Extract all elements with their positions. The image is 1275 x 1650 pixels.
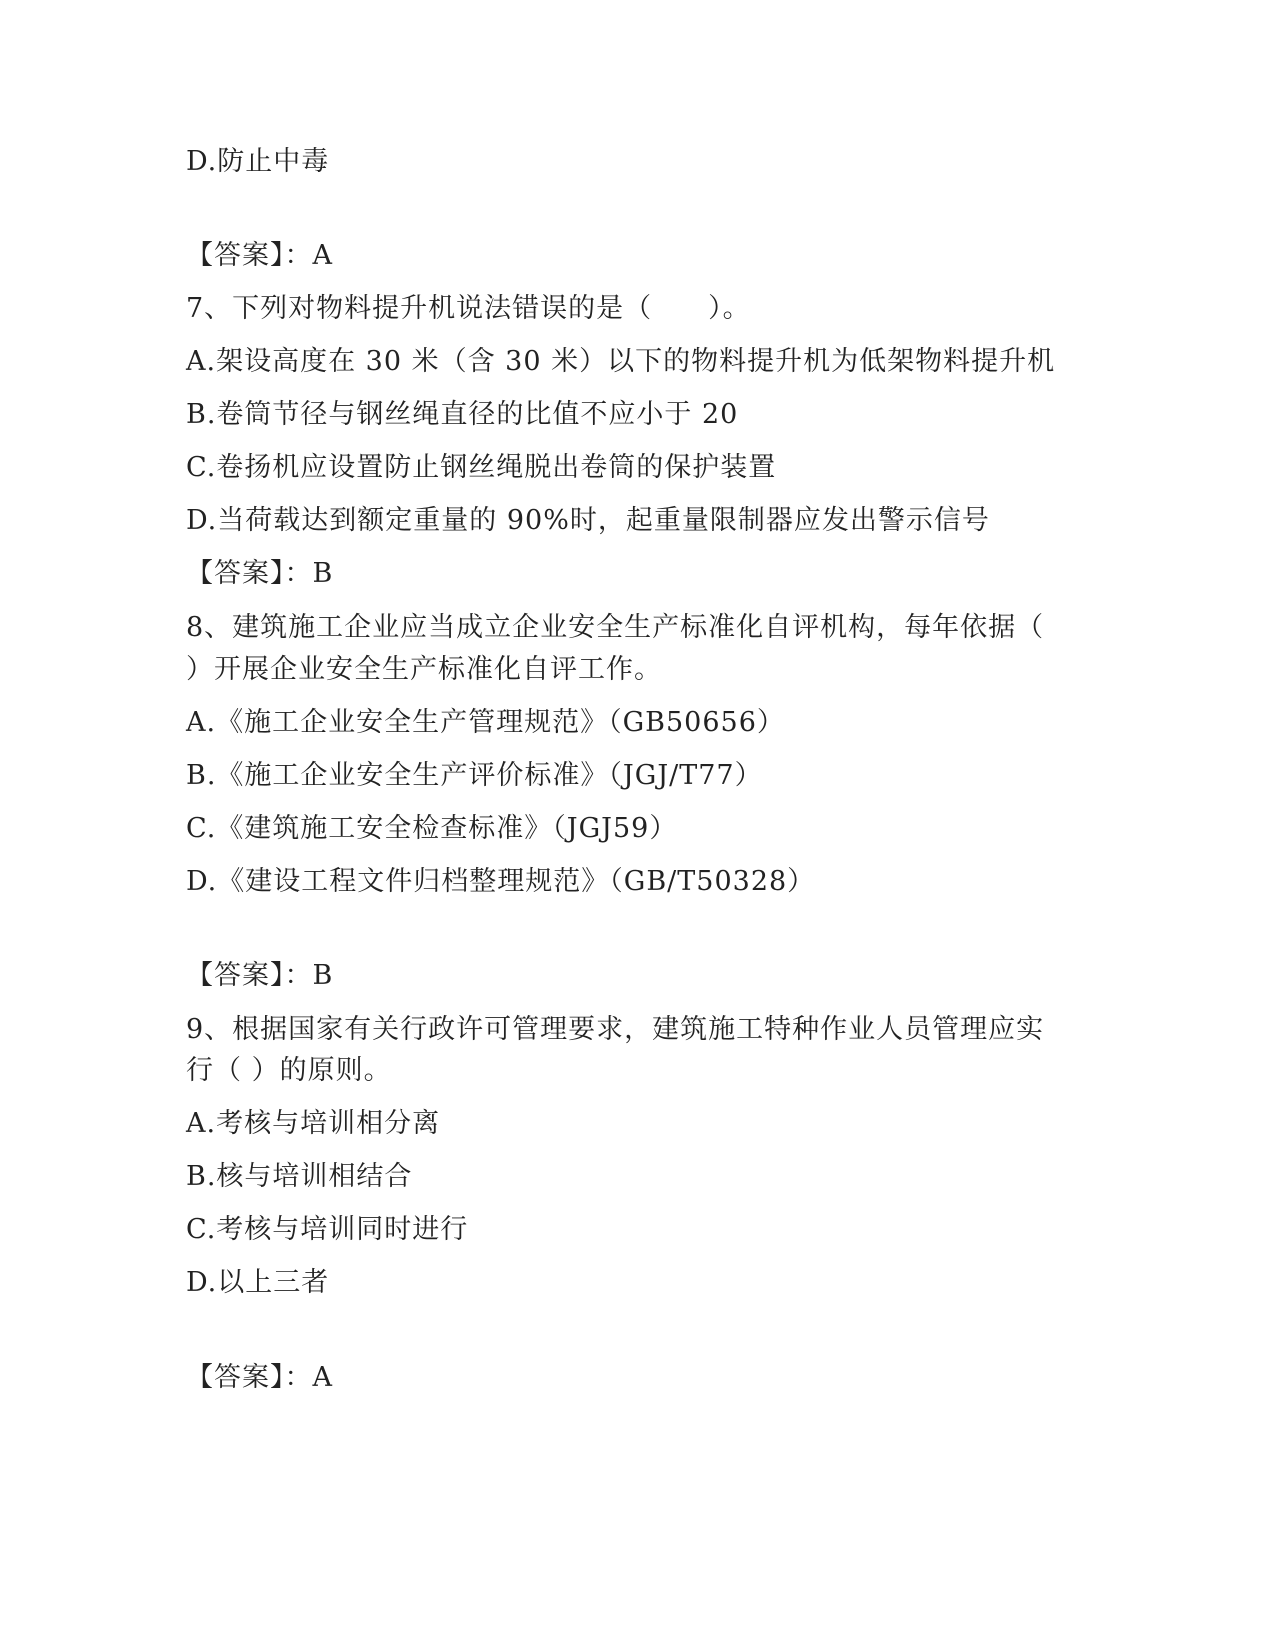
q6-option-d: D.防止中毒 — [186, 146, 330, 177]
q9-option-b: B.核与培训相结合 — [186, 1161, 413, 1192]
q7-stem: 7、下列对物料提升机说法错误的是（ ）。 — [186, 293, 751, 324]
q8-option-b: B.《施工企业安全生产评价标准》（JGJ/T77） — [186, 760, 763, 791]
q8-answer: 【答案】：B — [186, 960, 334, 991]
q9-option-a: A.考核与培训相分离 — [186, 1108, 441, 1139]
q7-option-d: D.当荷载达到额定重量的 90%时，起重量限制器应发出警示信号 — [186, 505, 990, 536]
q8-stem-line2: ）开展企业安全生产标准化自评工作。 — [186, 654, 662, 685]
q8-option-d: D.《建设工程文件归档整理规范》（GB/T50328） — [186, 866, 816, 897]
q7-option-a: A.架设高度在 30 米（含 30 米）以下的物料提升机为低架物料提升机 — [186, 346, 1056, 377]
q9-stem-line1: 9、根据国家有关行政许可管理要求，建筑施工特种作业人员管理应实 — [186, 1014, 1045, 1045]
q9-answer: 【答案】：A — [186, 1362, 333, 1393]
q9-option-d: D.以上三者 — [186, 1267, 330, 1298]
q7-option-c: C.卷扬机应设置防止钢丝绳脱出卷筒的保护装置 — [186, 452, 777, 483]
q7-answer: 【答案】：B — [186, 558, 334, 589]
q8-stem-line1: 8、建筑施工企业应当成立企业安全生产标准化自评机构，每年依据（ — [186, 612, 1045, 643]
q8-option-c: C.《建筑施工安全检查标准》（JGJ59） — [186, 813, 678, 844]
q6-answer: 【答案】：A — [186, 240, 333, 271]
q7-option-b: B.卷筒节径与钢丝绳直径的比值不应小于 20 — [186, 399, 739, 430]
q9-option-c: C.考核与培训同时进行 — [186, 1214, 469, 1245]
q9-stem-line2: 行（ ）的原则。 — [186, 1055, 392, 1086]
q8-option-a: A.《施工企业安全生产管理规范》（GB50656） — [186, 707, 785, 738]
